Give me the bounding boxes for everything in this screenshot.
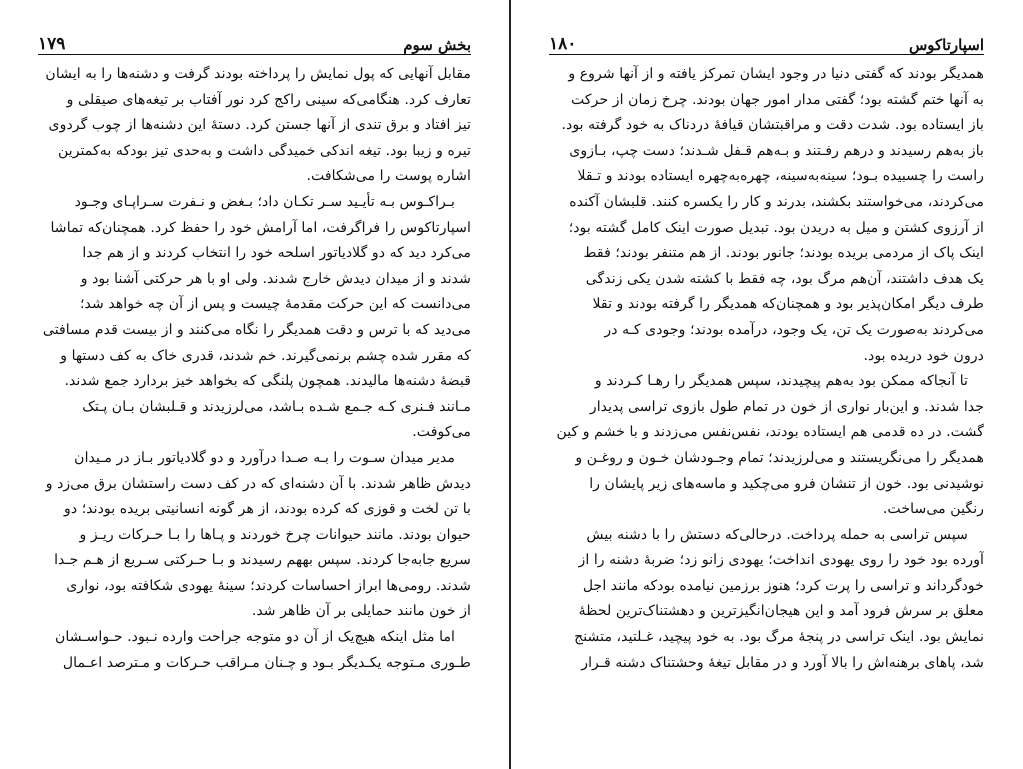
right-page-header: [549, 28, 984, 55]
text-line: اشاره پوست را می‌شکافت.: [306, 168, 471, 185]
text-line: از آرزوی کشتن و میل به دریدن بود. تبدیل صورت اینک کامل گشته بود؛: [568, 219, 984, 236]
text-line: جدا شدند. و این‌بار نواری از خون در تمام طول بازوی تراسی پدیدار: [589, 398, 984, 415]
text-line: باز به‌هم رسیدند و درهم رفـتند و بـه‌هم قـفل شـدند؛ دست چپ، بـازوی: [569, 142, 984, 159]
text-line: تیره و زیبا بود. تیغه اندکی خمیدگی داشت و به‌حدی تیز بودکه به‌کمترین: [57, 142, 471, 159]
text-line: راست را چسبیده بـود؛ سینه‌به‌سینه، چهره‌به‌چهره ایستاده بودند و تـقلا: [577, 168, 984, 185]
text-line: شد، پاهای برهنه‌اش را بالا آورد و در مقابل تیغهٔ وحشتناک دشنه قـرار: [581, 654, 984, 671]
text-line: درون خود دریده بود.: [863, 347, 984, 364]
text-line: همدیگر را می‌نگریستند و می‌لرزیدند؛ تمام وجـودشان خـون و روغـن و: [575, 449, 984, 466]
text-line: سپس تراسی به حمله پرداخت. درحالی‌که دستش را با دشنه بیش: [586, 526, 968, 543]
text-line: می‌کوفت.: [412, 424, 471, 441]
text-line: می‌کرد دید که دو گلادیاتور اسلحه خود را انتخاب کردند و از هم جدا: [82, 245, 471, 262]
text-line: معلق بر سرش فرود آمد و این هیجان‌انگیزترین و دهشتناک‌ترین لحظهٔ: [578, 603, 984, 620]
text-line: طـوری مـتوجه یکـدیگر بـود و چـنان مـراقب حـرکات و مـترصد اعـمال: [62, 654, 471, 671]
text-line: حیوان بودند. مانند حیوانات چرخ خوردند و پـاها را بـا حـرکات ریـز و: [79, 526, 471, 543]
text-line: می‌دید که با ترس و دقت همدیگر را نگاه می‌کنند و از بیست قدم مسافتی: [42, 321, 471, 338]
text-line: که مقرر شده چشم برنمی‌گیرند. خم شدند، قدری خاک به کف دستها و: [60, 347, 471, 364]
left-page-header: [38, 28, 471, 55]
text-line: اسپارتاکوس را فراگرفت، اما آرامش خود را حفظ کرد. همچنان‌که تماشا: [50, 219, 471, 236]
right-page-body: [549, 62, 984, 739]
text-line: مـانند فـنری کـه جـمع شـده بـاشد، می‌لرزیدند و قـلبشان بـان پـتک: [82, 398, 471, 415]
text-line: شدند و از میدان دیدش خارج شدند. ولی او با هر حرکتی آشنا بود و: [80, 270, 471, 287]
text-line: آورده بود خود را روی یهودی انداخت؛ یهودی زانو زد؛ ضربهٔ دشنه را از: [578, 552, 984, 569]
text-line: گشت. در ده قدمی هم ایستاده بودند، نفس‌نفس می‌زدند و با خشم و کین: [556, 424, 984, 441]
text-line: به آنها ختم گشته بود؛ گفتی مدار امور جهان بودند. چرخ زمان از حرکت: [570, 91, 984, 108]
text-line: همدیگر بودند که گفتی دنیا در وجود ایشان تمرکز یافته و از آنها شروع و: [568, 66, 984, 82]
text-line: تیز افتاد و برق تندی از آنها جستن کرد. دستهٔ این دشنه‌ها از چوب گردوی: [48, 117, 471, 134]
text-line: اما مثل اینکه هیچ‌یک از آن دو متوجه جراحت وارده نـبود. حـواسـشان: [54, 629, 455, 646]
text-line: مدیر میدان سـوت را بـه صـدا درآورد و دو گلادیاتور بـاز در مـیدان: [74, 449, 455, 466]
text-line: می‌کردند به‌صورت یک تن، یک وجود، درآمده بودند؛ وجودی کـه در: [604, 321, 984, 338]
text-line: دیدش ظاهر شدند. با آن دشنه‌ای که در کف دست راستشان برق می‌زد و: [45, 475, 471, 492]
left-page-number: ۱۷۹: [38, 34, 66, 54]
text-line: می‌کردند، می‌خواستند بکشند، بدرند و کار را یکسره کنند. قلبشان آکنده: [569, 193, 984, 210]
text-line: سریع جابه‌جا کردند. سپس بههم رسیدند و بـا حـرکتی سـریع از هـم جـدا: [54, 552, 471, 569]
text-line: قبضهٔ دشنه‌ها مالیدند. همچون پلنگی که بخواهد خیز بردارد جمع شدند.: [64, 373, 471, 390]
right-page-number: ۱۸۰: [549, 34, 577, 54]
text-line: نمایش بود. اینک تراسی در پنجهٔ مرگ بود. به خود پیچید، غـلتید، متشنج: [574, 629, 984, 646]
right-page: [511, 0, 1022, 769]
text-line: با تن لخت و قوزی که کرده بودند، از هر گونه انسانیتی بریده بودند؛ دو: [64, 501, 471, 518]
text-line: یک هدف داشتند، آن‌هم مرگ بود، چه فقط با کشته شدن یکی زندگی: [585, 270, 984, 287]
left-page-body: [38, 62, 471, 739]
text-line: طرف دیگر امکان‌پذیر بود و همچنان‌که همدیگر را گرفته بودند و تقلا: [592, 296, 984, 313]
text-line: تعارف کرد. هنگامی‌که سینی راکج کرد نور آفتاب بر تیغه‌های صیقلی و: [66, 91, 471, 108]
text-line: از خون مانند حمایلی بر آن ظاهر شد.: [251, 603, 471, 620]
text-line: نوشیدنی بود. خون از تنشان فرو می‌چکید و ماسه‌های زیر پایشان را: [589, 475, 984, 492]
left-page: [0, 0, 511, 769]
right-page-book-title: اسپارتاکوس: [908, 36, 984, 54]
left-page-section-title: بخش سوم: [403, 36, 471, 54]
text-line: اینک پاک از مردمی بریده بودند؛ جانور بودند. از هم متنفر بودند؛ فقط: [583, 245, 984, 262]
text-line: خودگرداند و تراسی را پرت کرد؛ هنوز برزمین نیامده بودکه مانند اجل: [582, 577, 984, 594]
text-line: می‌دانست که این حرکت مقدمهٔ چیست و پس از آن چه خواهد شد؛: [80, 296, 471, 313]
text-line: رنگین می‌ساخت.: [882, 501, 984, 518]
text-line: تا آنجاکه ممکن بود به‌هم پیچیدند، سپس همدیگر را رهـا کـردند و: [594, 373, 968, 390]
text-line: باز ایستاده بود. شدت دقت و مراقبتشان قیافهٔ دردناک به خود گرفته بود.: [561, 117, 984, 134]
text-line: مقابل آنهایی که پول نمایش را پرداخته بودند گرفت و دشنه‌ها را به ایشان: [45, 66, 471, 82]
text-line: شدند. رومی‌ها ابراز احساسات کردند؛ سینهٔ یهودی شکافته بود، نواری: [66, 577, 471, 594]
text-line: بـراکـوس بـه تأیـید سـر تکـان داد؛ بـغض و نـفرت سـراپـای وجـود: [74, 193, 455, 210]
